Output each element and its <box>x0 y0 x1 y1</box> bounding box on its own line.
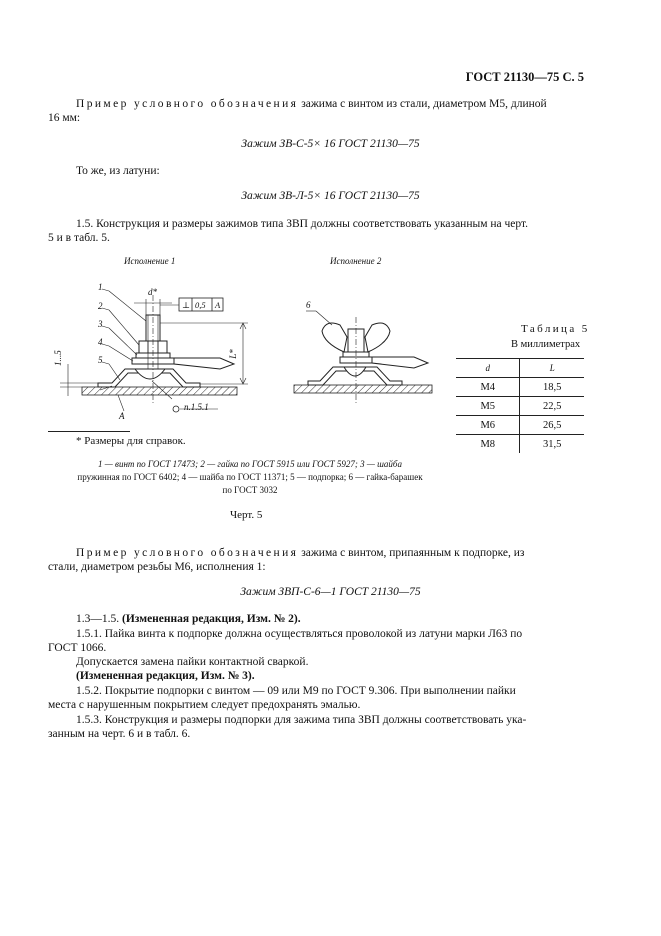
figure-caption: Черт. 5 <box>230 509 263 521</box>
tolerance-symbol: ⊥ <box>182 300 190 310</box>
tolerance-value: 0,5 <box>195 300 206 310</box>
execution-1-label: Исполнение 1 <box>124 256 176 266</box>
clause-1-5-2-line2: места с нарушенным покрытием следует предохранять эмалью. <box>48 699 361 711</box>
paragraph-continuation: 16 мм: <box>48 112 81 124</box>
table-cell: 22,5 <box>543 400 562 412</box>
callout-3: 3 <box>98 319 103 329</box>
table-cell: М6 <box>456 416 520 435</box>
table-row <box>456 416 584 435</box>
designation-formula-3: Зажим ЗВП-С-6—1 ГОСТ 21130—75 <box>240 586 421 598</box>
legend-line-3: по ГОСТ 3032 <box>222 485 278 495</box>
base-plate-2 <box>294 385 432 393</box>
table-5-units: В миллиметрах <box>511 339 581 350</box>
paragraph-2-continuation: стали, диаметром резьбы М6, исполнения 1: <box>48 561 266 573</box>
callout-2: 2 <box>98 301 103 311</box>
paragraph-text-2: зажима с винтом, припаянным к подпорке, из <box>301 547 525 559</box>
clause-1-5-1-line3: Допускается замена пайки контактной сваркой. <box>76 656 309 668</box>
amendment-bold: (Измененная редакция, Изм. № 2). <box>122 613 301 625</box>
example-paragraph-2 <box>76 546 584 560</box>
table-cell: 31,5 <box>543 438 562 450</box>
clause-1-5-3-line1: 1.5.3. Конструкция и размеры подпорки для зажима типа ЗВП должны соответствовать ука- <box>76 714 527 726</box>
callout-4: 4 <box>98 337 103 347</box>
page-header: ГОСТ 21130—75 С. 5 <box>465 70 584 84</box>
spaced-heading: Пример условного обозначения <box>76 98 299 110</box>
datum-a-label: А <box>119 411 125 421</box>
paragraph-text: зажима с винтом из стали, диаметром М5, длиной <box>301 98 547 110</box>
table-row <box>456 435 584 454</box>
example-paragraph-1 <box>76 97 584 111</box>
clause-1-5-1-line1: 1.5.1. Пайка винта к подпорке должна осуществляться проволокой из латуни марки Л63 по <box>76 628 523 640</box>
callout-6: 6 <box>306 300 311 310</box>
table-header-L: L <box>549 363 555 373</box>
execution-2-label: Исполнение 2 <box>330 256 382 266</box>
wing-nut-right <box>365 323 390 352</box>
clause-1-5-line2: 5 и в табл. 5. <box>48 232 110 244</box>
table-cell: 26,5 <box>543 419 562 431</box>
execution-2-drawing <box>294 311 432 403</box>
legend-line-1: 1 — винт по ГОСТ 17473; 2 — гайка по ГОСТ 5915 или ГОСТ 5927; 3 — шайба <box>98 459 402 469</box>
table-5-title: Таблица 5 <box>521 323 590 335</box>
table-cell: 18,5 <box>543 381 562 393</box>
designation-formula-2: Зажим ЗВ-Л-5× 16 ГОСТ 21130—75 <box>241 190 420 202</box>
spaced-heading-2: Пример условного обозначения <box>76 547 299 559</box>
table-header-d: d <box>456 359 520 378</box>
dimension-d: d* <box>148 287 157 297</box>
amendment-1-3-1-5 <box>76 612 301 626</box>
dimension-L: L* <box>227 349 238 359</box>
clause-1-5-1-amendment: (Измененная редакция, Изм. № 3). <box>76 670 255 682</box>
tolerance-datum: А <box>215 300 221 310</box>
clause-1-5-line1: 1.5. Конструкция и размеры зажимов типа ЗВП должны соответствовать указанным на черт. <box>76 218 529 230</box>
designation-formula-1: Зажим ЗВ-С-5× 16 ГОСТ 21130—75 <box>241 138 420 150</box>
clause-1-5-3-line2: занным на черт. 6 и в табл. 6. <box>48 728 191 740</box>
wing-nut-left <box>322 323 347 352</box>
table-row <box>456 378 584 397</box>
reference-clause: п.1.5.1 <box>184 402 209 412</box>
table-row <box>456 397 584 416</box>
dimension-side: 1...5 <box>53 350 63 366</box>
table-cell: М8 <box>456 435 520 454</box>
clause-1-5-1-line2: ГОСТ 1066. <box>48 642 107 654</box>
table-cell: М4 <box>456 378 520 397</box>
legend-line-2: пружинная по ГОСТ 6402; 4 — шайба по ГОСТ 11371; 5 — подпорка; 6 — гайка-барашек <box>77 472 423 482</box>
amendment-prefix: 1.3—1.5. <box>76 613 120 625</box>
same-brass-text: То же, из латуни: <box>76 165 160 177</box>
clause-1-5-2-line1: 1.5.2. Покрытие подпорки с винтом — 09 или М9 по ГОСТ 9.306. При выполнении пайки <box>76 685 516 697</box>
table-5 <box>456 358 584 453</box>
table-cell: М5 <box>456 397 520 416</box>
callout-5: 5 <box>98 355 103 365</box>
callout-1: 1 <box>98 282 103 292</box>
footnote-text: * Размеры для справок. <box>76 435 186 447</box>
